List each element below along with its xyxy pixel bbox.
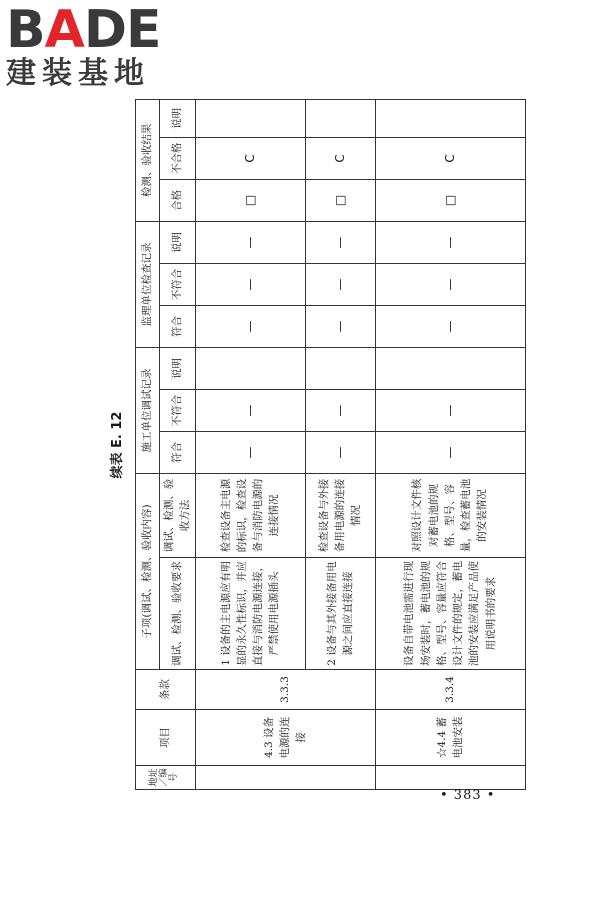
page-number: • 383 • <box>440 788 496 803</box>
row-requirement: 1 设备的主电源应有明显的永久性标识，并应直接与消防电源连接，严禁使用电源插头 <box>195 558 305 670</box>
row-s-note: — <box>305 221 375 263</box>
row-s-note: — <box>195 221 305 263</box>
header-a-pass: 合格 <box>160 179 196 221</box>
bade-logo <box>6 0 181 96</box>
row-a-note <box>195 99 305 137</box>
row-a-fail-mark[interactable]: C <box>195 137 305 179</box>
row-c-note <box>195 347 305 389</box>
table-row <box>375 99 525 789</box>
header-s-note: 说明 <box>160 221 196 263</box>
header-c-pass: 符合 <box>160 431 196 473</box>
logo-subtitle: 建装基地 <box>6 56 150 91</box>
row-s-fail: — <box>305 263 375 305</box>
row-s-pass: — <box>375 305 525 347</box>
row-a-note <box>375 99 525 137</box>
row-s-fail: — <box>195 263 305 305</box>
row-method: 检查设备与外接备用电源的连接情况 <box>305 473 375 557</box>
row-a-pass-checkbox[interactable]: □ <box>305 179 375 221</box>
row-s-pass: — <box>195 305 305 347</box>
inspection-table <box>135 99 526 790</box>
row-a-note <box>305 99 375 137</box>
row-s-fail: — <box>375 263 525 305</box>
row-a-fail-mark[interactable]: C <box>305 137 375 179</box>
row-s-pass: — <box>305 305 375 347</box>
row-c-pass: — <box>195 431 305 473</box>
row-c-note <box>375 347 525 389</box>
row-c-fail: — <box>375 389 525 431</box>
row-item-4-4: ☆4.4 蓄电池安装 <box>375 710 525 766</box>
row-s-note: — <box>375 221 525 263</box>
table-row <box>195 99 305 789</box>
header-item: 项目 <box>136 710 196 766</box>
row-method: 检查设备主电源的标识，检查设备与消防电源的连接情况 <box>195 473 305 557</box>
header-a-fail: 不合格 <box>160 137 196 179</box>
header-requirement: 调试、检测、验收要求 <box>160 558 196 670</box>
header-construction: 施工单位调试记录 <box>136 347 160 473</box>
header-supervision: 监理单位检查记录 <box>136 221 160 347</box>
header-a-note: 说明 <box>160 99 196 137</box>
header-acceptance: 检测、验收结果 <box>136 99 160 221</box>
header-c-fail: 不符合 <box>160 389 196 431</box>
row-c-pass: — <box>305 431 375 473</box>
row-c-fail: — <box>305 389 375 431</box>
row-clause-3-3-4: 3.3.4 <box>375 670 525 710</box>
header-clause: 条款 <box>136 670 196 710</box>
row-c-note <box>305 347 375 389</box>
rotated-table-sheet <box>105 100 515 790</box>
header-address: 地址／编号 <box>136 766 196 790</box>
row-clause-3-3-3: 3.3.3 <box>195 670 375 710</box>
row-requirement: 设备自带电池需进行现场安装时，蓄电池的规格、型号、容量应符合设计文件的规定，蓄电池的安装应满足产品使用说明书的要求 <box>375 558 525 670</box>
row-c-pass: — <box>375 431 525 473</box>
row-method: 对照设计文件核对蓄电池的规格、型号、容量，检查蓄电池的安装情况 <box>375 473 525 557</box>
header-c-note: 说明 <box>160 347 196 389</box>
row-item-4-3: 4.3 设备电源的连接 <box>195 710 375 766</box>
row-c-fail: — <box>195 389 305 431</box>
row-requirement: 2 设备与其外接备用电源之间应直接连接 <box>305 558 375 670</box>
row-a-pass-checkbox[interactable]: □ <box>195 179 305 221</box>
logo-wordmark: BADE <box>6 0 161 60</box>
row-a-pass-checkbox[interactable]: □ <box>375 179 525 221</box>
table-title: 续表 E. 12 <box>110 411 125 479</box>
row-a-fail-mark[interactable]: C <box>375 137 525 179</box>
header-sub-item: 子项(调试、检测、验收内容) <box>136 473 160 669</box>
header-s-pass: 符合 <box>160 305 196 347</box>
header-s-fail: 不符合 <box>160 263 196 305</box>
header-method: 调试、检测、验收方法 <box>160 473 196 557</box>
